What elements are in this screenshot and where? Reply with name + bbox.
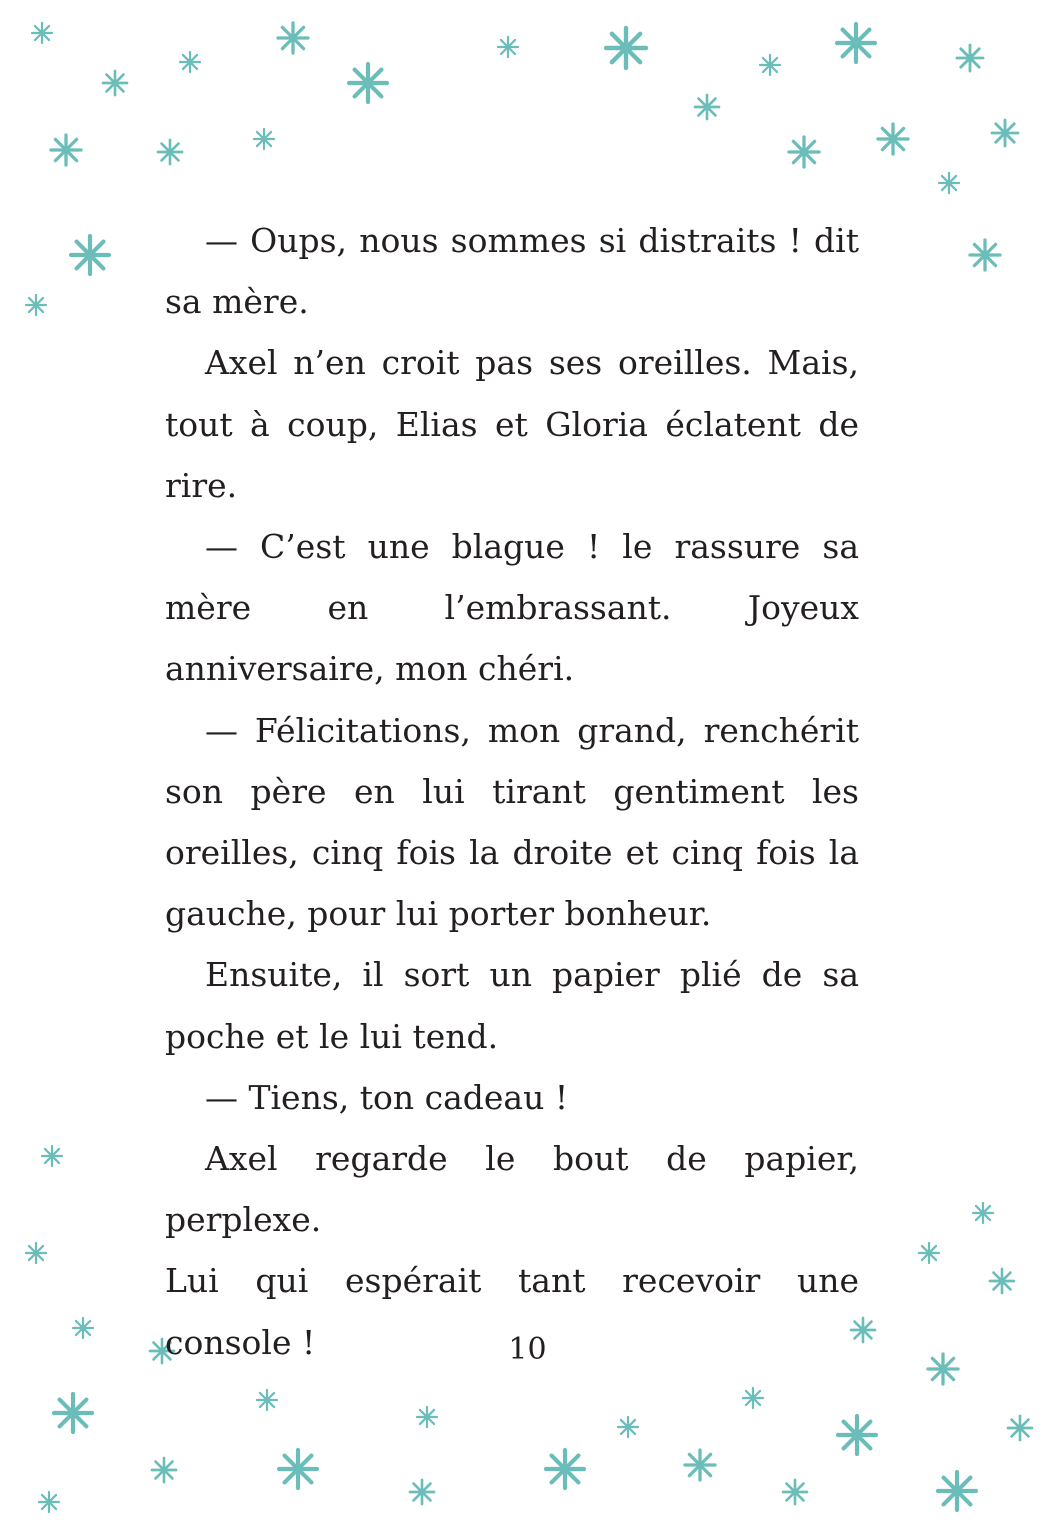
page-number: 10 [508, 1332, 547, 1367]
snowflake-icon [606, 28, 646, 68]
paragraph: Axel regarde le bout de papier, perplexe. [165, 1139, 859, 1240]
snowflake-icon [26, 1243, 46, 1263]
snowflake-icon [39, 1492, 59, 1512]
snowflake-icon [51, 135, 81, 165]
snowflake-icon [498, 37, 518, 57]
snowflake-icon [158, 140, 182, 164]
snowflake-icon [618, 1417, 638, 1437]
paragraph: — Oups, nous sommes si distraits ! dit sa mère. [165, 221, 859, 322]
snowflake-icon [919, 1243, 939, 1263]
snowflake-icon [546, 1450, 584, 1488]
snowflake-icon [42, 1146, 62, 1166]
snowflake-icon [257, 1390, 277, 1410]
snowflake-icon [26, 295, 46, 315]
paragraph: Lui qui espérait tant recevoir une console ! [165, 1261, 859, 1362]
snowflake-icon [938, 1472, 976, 1510]
snowflake-icon [410, 1480, 434, 1504]
snowflake-icon [1008, 1416, 1032, 1440]
story-text [165, 210, 859, 1373]
snowflake-icon [992, 120, 1018, 146]
snowflake-icon [837, 24, 875, 62]
snowflake-icon [54, 1394, 92, 1432]
snowflake-icon [990, 1269, 1014, 1293]
snowflake-icon [789, 137, 819, 167]
snowflake-icon [973, 1203, 993, 1223]
snowflake-icon [349, 64, 387, 102]
snowflake-icon [957, 45, 983, 71]
snowflake-icon [278, 23, 308, 53]
snowflake-icon [783, 1480, 807, 1504]
snowflake-icon [417, 1407, 437, 1427]
snowflake-icon [152, 1458, 176, 1482]
paragraph: — C’est une blague ! le rassure sa mère en l’embrassant. Joyeux anniversaire, mon chéri. [165, 527, 859, 689]
snowflake-icon [760, 55, 780, 75]
paragraph: — Tiens, ton cadeau ! [205, 1077, 569, 1117]
snowflake-icon [970, 240, 1000, 270]
snowflake-icon [180, 52, 200, 72]
snowflake-icon [279, 1450, 317, 1488]
snowflake-icon [71, 236, 109, 274]
snowflake-icon [695, 95, 719, 119]
paragraph: Ensuite, il sort un papier plié de sa poche et le lui tend. [165, 955, 859, 1056]
snowflake-icon [838, 1416, 876, 1454]
snowflake-icon [685, 1450, 715, 1480]
snowflake-icon [103, 71, 127, 95]
paragraph: — Félicitations, mon grand, renchérit son père en lui tirant gentiment les oreilles, cinq fois la droite et cinq fois la gauche, pour lui porter bonheur. [165, 710, 859, 934]
snowflake-icon [939, 173, 959, 193]
snowflake-icon [743, 1388, 763, 1408]
snowflake-icon [254, 129, 274, 149]
snowflake-icon [32, 23, 52, 43]
snowflake-icon [878, 124, 908, 154]
paragraph: Axel n’en croit pas ses oreilles. Mais, tout à coup, Elias et Gloria éclatent de rire. [165, 343, 859, 505]
